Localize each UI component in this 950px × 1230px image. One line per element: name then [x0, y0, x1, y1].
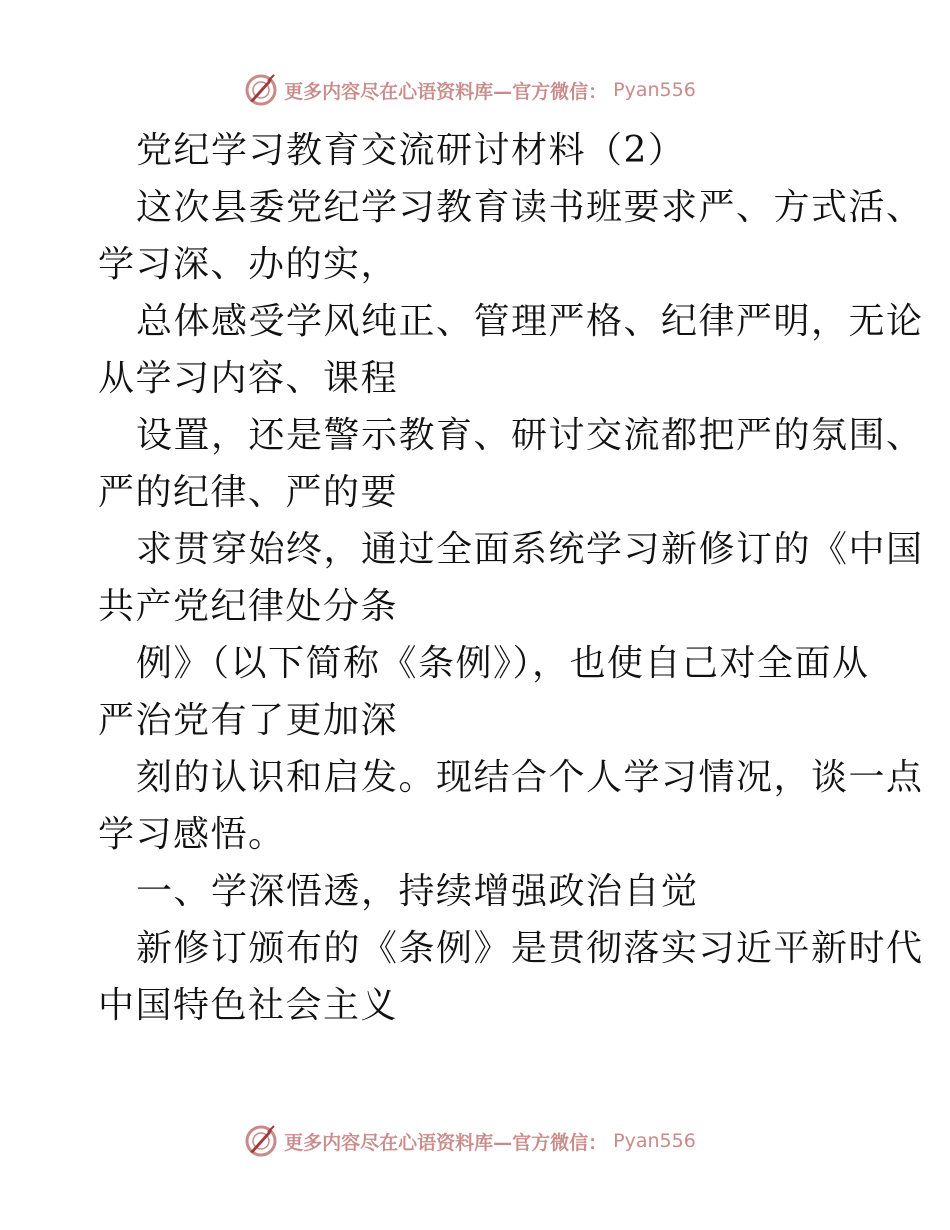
- quill-logo-icon: [244, 73, 278, 107]
- paragraph-line: 求贯穿始终，通过全面系统学习新修订的《中国: [136, 529, 924, 570]
- paragraph-line: 总体感受学风纯正、管理严格、纪律严明，无论: [136, 301, 924, 342]
- paragraph-line: 刻的认识和启发。现结合个人学习情况，谈一点: [136, 757, 924, 798]
- section-heading: 一、学深悟透，持续增强政治自觉: [136, 871, 699, 912]
- paragraph-line: 这次县委党纪学习教育读书班要求严、方式活、: [136, 187, 924, 228]
- footer-watermark: [0, 1121, 950, 1161]
- paragraph-line: 共产党纪律处分条: [98, 586, 399, 627]
- watermark-text: 更多内容尽在心语资料库—官方微信：: [284, 1131, 608, 1154]
- document-body: [98, 122, 924, 1034]
- paragraph-line: 中国特色社会主义: [98, 985, 399, 1026]
- header-watermark: [0, 70, 950, 110]
- watermark-group: [244, 1124, 696, 1158]
- paragraph-line: 学习感悟。: [98, 814, 286, 855]
- paragraph-line: 严治党有了更加深: [98, 700, 399, 741]
- watermark-wechat-id: Pyan556: [613, 79, 696, 101]
- paragraph-line: 学习深、办的实，: [98, 244, 399, 285]
- paragraph-line: 新修订颁布的《条例》是贯彻落实习近平新时代: [136, 928, 924, 969]
- quill-logo-icon: [244, 1124, 278, 1158]
- watermark-wechat-id: Pyan556: [613, 1130, 696, 1152]
- paragraph-line: 严的纪律、严的要: [98, 472, 399, 513]
- watermark-group: [244, 73, 696, 107]
- paragraph-line: 例》（以下简称《条例》），也使自己对全面从: [136, 643, 870, 684]
- paragraph-line: 从学习内容、课程: [98, 358, 399, 399]
- paragraph-line: 设置，还是警示教育、研讨交流都把严的氛围、: [136, 415, 924, 456]
- watermark-text: 更多内容尽在心语资料库—官方微信：: [284, 80, 608, 103]
- document-title: 党纪学习教育交流研讨材料（2）: [136, 130, 686, 171]
